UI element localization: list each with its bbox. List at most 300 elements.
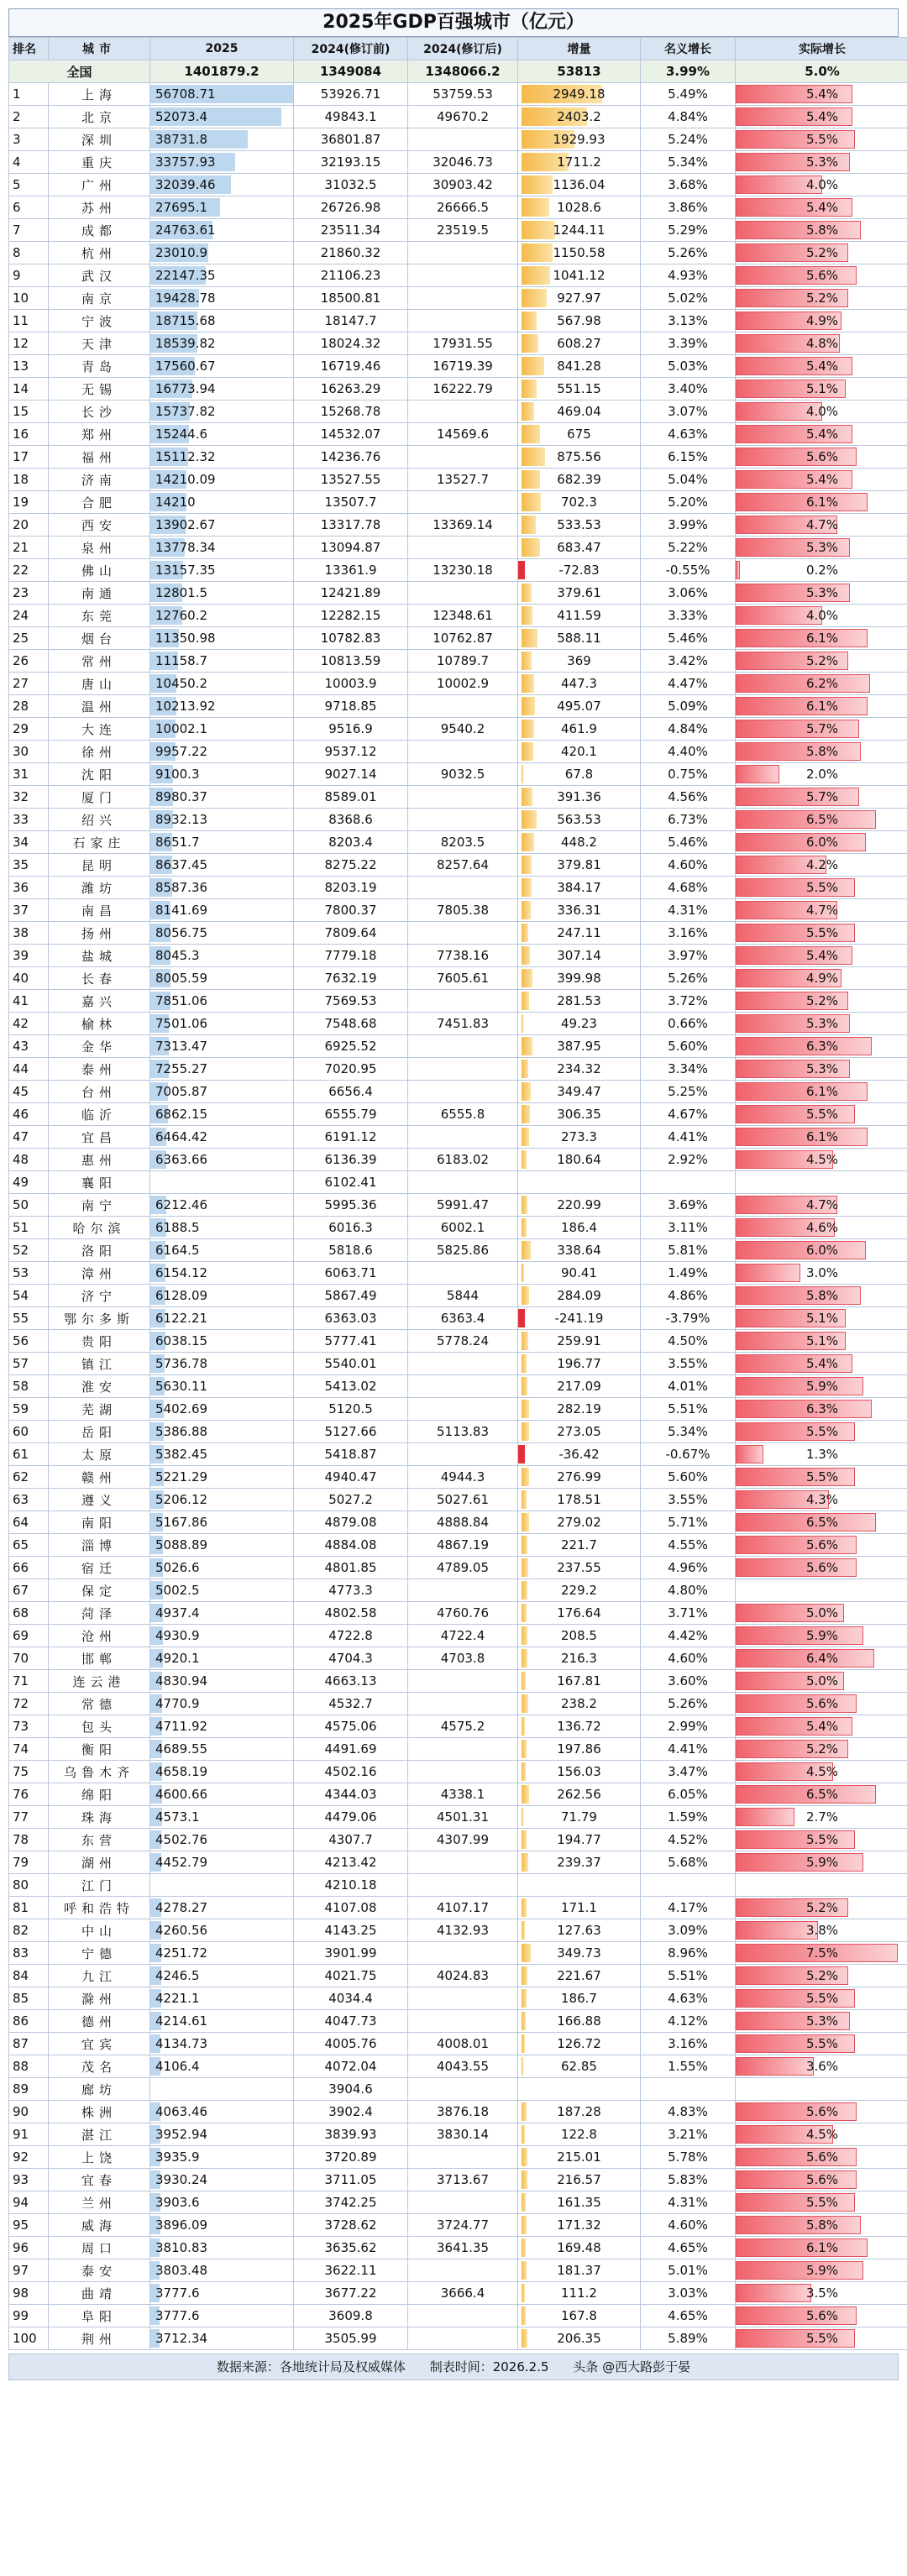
cell-v24a-text: 7548.68: [324, 1016, 377, 1031]
cell-nom: [641, 1489, 736, 1511]
cell-v24a: [294, 491, 408, 514]
cell-rank-text: 62: [13, 1469, 29, 1484]
cell-real-text: 5.3%: [805, 2013, 839, 2029]
cell-inc-text: 276.99: [557, 1469, 601, 1484]
cell-nom: [641, 1217, 736, 1239]
cell-nom-text: 5.25%: [668, 1084, 708, 1099]
cell-v24b: [408, 831, 518, 854]
cell-city-text: 郑州: [81, 427, 117, 442]
cell-city-text: 芜湖: [81, 1401, 117, 1417]
cell-real: [736, 401, 907, 423]
table-row: [9, 1761, 907, 1783]
cell-v24a-text: 13527.55: [320, 472, 381, 487]
cell-rank-text: 61: [13, 1447, 29, 1462]
cell-city-text: 江门: [81, 1877, 117, 1893]
cell-inc-text: 533.53: [557, 517, 601, 532]
cell-nom-text: 5.26%: [668, 971, 708, 986]
cell-v24a: [294, 1534, 408, 1557]
cell-real: [736, 1443, 907, 1466]
cell-real-text: 6.2%: [805, 676, 839, 691]
cell-inc-text: 1041.12: [553, 268, 606, 283]
cell-v24a-text: 3839.93: [324, 2127, 377, 2142]
cell-rank: [9, 1421, 49, 1443]
cell-v2025: [150, 582, 294, 605]
cell-inc: [518, 196, 641, 219]
cell-inc-text: 875.56: [557, 449, 601, 464]
table-row: [9, 2169, 907, 2191]
cell-real-text: 5.6%: [805, 1696, 839, 1711]
cell-city: [49, 1919, 150, 1942]
cell-v24b: [408, 1511, 518, 1534]
cell-rank: [9, 582, 49, 605]
cell-nom: [641, 2237, 736, 2259]
table-row: [9, 128, 907, 151]
cell-v24a-text: 36801.87: [320, 132, 381, 147]
cell-inc-text: 217.09: [557, 1379, 601, 1394]
cell-real-text: 5.5%: [805, 1424, 839, 1439]
cell-city-text: 威海: [81, 2217, 117, 2233]
cell-v2025: [150, 1081, 294, 1103]
cell-nom-text: 4.12%: [668, 2013, 708, 2029]
cell-inc-text: 675: [567, 427, 591, 442]
cell-nom-text: 4.84%: [668, 109, 708, 124]
cell-rank: [9, 2146, 49, 2169]
cell-inc-text: 336.31: [557, 903, 601, 918]
cell-inc: [518, 2305, 641, 2327]
cell-nom: [641, 1013, 736, 1035]
table-row: [9, 967, 907, 990]
cell-nom-text: 0.75%: [668, 767, 708, 782]
cell-rank: [9, 1602, 49, 1625]
table-row: [9, 650, 907, 673]
cell-inc: [518, 2146, 641, 2169]
cell-nom: [641, 2101, 736, 2123]
table-row: [9, 718, 907, 741]
cell-city: [49, 1149, 150, 1171]
cell-nom: [641, 582, 736, 605]
cell-rank-text: 2: [13, 109, 21, 124]
cell-v24a-text: 3901.99: [324, 1945, 377, 1961]
cell-rank-text: 88: [13, 2059, 29, 2074]
cell-city: [49, 1987, 150, 2010]
cell-v24a: [294, 2214, 408, 2237]
cell-v24b-text: 4575.2: [440, 1719, 485, 1734]
cell-inc: [518, 83, 641, 106]
cell-inc: [518, 695, 641, 718]
cell-nom: [641, 1375, 736, 1398]
cell-v24a-text: 15268.78: [320, 404, 381, 419]
cell-v2025-text: 6212.46: [155, 1197, 208, 1212]
cell-nom-text: 3.47%: [668, 1764, 708, 1779]
cell-v24b-text: 7605.61: [436, 971, 490, 986]
cell-v24a: [294, 1625, 408, 1647]
cell-real-text: 4.7%: [805, 903, 839, 918]
cell-real-text: 2.0%: [805, 767, 839, 782]
cell-real-text: 4.5%: [805, 2127, 839, 2142]
cell-real-text: 5.7%: [805, 789, 839, 804]
cell-inc-text: 262.56: [557, 1787, 601, 1802]
cell-city-text: 包头: [81, 1719, 117, 1735]
cell-nom: [641, 650, 736, 673]
cell-v24b: [408, 1126, 518, 1149]
cell-city: [49, 1058, 150, 1081]
cell-inc: [518, 1149, 641, 1171]
cell-rank-text: 1: [13, 86, 21, 102]
cell-v24b: [408, 990, 518, 1013]
cell-v24b: [408, 310, 518, 332]
cell-v24b-text: 14569.6: [436, 427, 490, 442]
cell-v2025-text: 3896.09: [155, 2217, 208, 2233]
cell-city-text: 昆明: [81, 857, 117, 873]
cell-city-text: 滁州: [81, 1991, 117, 2007]
table-row: [9, 1285, 907, 1307]
cell-nom: [641, 196, 736, 219]
cell-v24b: [408, 650, 518, 673]
cell-v24a: [294, 922, 408, 945]
cell-rank-text: 50: [13, 1197, 29, 1212]
cell-real: [736, 650, 907, 673]
cell-nom: [641, 990, 736, 1013]
cell-v24b-text: 3666.4: [440, 2285, 485, 2301]
cell-v24a: [294, 1081, 408, 1103]
cell-v24a: [294, 1217, 408, 1239]
cell-v2025-text: 8005.59: [155, 971, 208, 986]
cell-v2025-text: 52073.4: [155, 109, 208, 124]
cell-v2025: [150, 1398, 294, 1421]
cell-v24a-text: 31032.5: [324, 177, 377, 192]
cell-city: [49, 1375, 150, 1398]
table-row: [9, 287, 907, 310]
cell-v2025: [150, 1307, 294, 1330]
cell-v24a: [294, 1851, 408, 1874]
cell-city: [49, 1103, 150, 1126]
cell-real-text: 6.5%: [805, 812, 839, 827]
cell-city: [49, 559, 150, 582]
cell-v24b-text: 3876.18: [436, 2104, 490, 2119]
cell-v2025: [150, 151, 294, 174]
table-row: [9, 1511, 907, 1534]
cell-v24a: [294, 2282, 408, 2305]
table-row: [9, 1942, 907, 1965]
cell-nom-text: 5.51%: [668, 1401, 708, 1416]
cell-nom-text: 1.49%: [668, 1265, 708, 1280]
cell-real-text: 5.2%: [805, 291, 839, 306]
header-row: [9, 38, 907, 60]
footer-watermark: 头条 @西大路彭于晏: [573, 2359, 691, 2374]
table-row: [9, 1987, 907, 2010]
cell-inc: [518, 2259, 641, 2282]
cell-city-text: 鄂尔多斯: [63, 1311, 134, 1327]
cell-nom-text: -3.79%: [665, 1311, 710, 1326]
cell-v2025: [150, 1829, 294, 1851]
cell-v24b: [408, 877, 518, 899]
cell-v24b: [408, 2169, 518, 2191]
cell-rank-text: 3: [13, 132, 21, 147]
cell-v2025-text: 10213.92: [155, 699, 216, 714]
table-row: [9, 2214, 907, 2237]
cell-nom: [641, 2214, 736, 2237]
cell-rank: [9, 423, 49, 446]
cell-inc-text: 215.01: [557, 2149, 601, 2165]
cell-v2025: [150, 83, 294, 106]
cell-city: [49, 2282, 150, 2305]
cell-v24a-text: 9516.9: [328, 721, 373, 736]
cell-v2025-text: 3777.6: [155, 2285, 200, 2301]
cell-v2025-text: 11350.98: [155, 631, 216, 646]
cell-v2025-text: 14210: [155, 495, 196, 510]
cell-v24a: [294, 605, 408, 627]
header-2024-after: 2024(修订后): [408, 38, 518, 60]
cell-inc: [518, 219, 641, 242]
cell-city: [49, 446, 150, 469]
cell-v24a-text: 5540.01: [324, 1356, 377, 1371]
cell-nom-text: 4.55%: [668, 1537, 708, 1552]
cell-inc-text: 284.09: [557, 1288, 601, 1303]
footer: [8, 2353, 899, 2380]
cell-real: [736, 1738, 907, 1761]
cell-v24b: [408, 1738, 518, 1761]
cell-real-text: 5.4%: [805, 1356, 839, 1371]
cell-real-text: 5.9%: [805, 1379, 839, 1394]
table-row: [9, 469, 907, 491]
cell-v2025-text: 5167.86: [155, 1515, 208, 1530]
cell-city: [49, 1534, 150, 1557]
cell-city: [49, 854, 150, 877]
cell-v2025: [150, 1103, 294, 1126]
cell-city: [49, 1874, 150, 1897]
cell-city-text: 深圳: [81, 132, 117, 148]
cell-rank: [9, 763, 49, 786]
cell-inc: [518, 1897, 641, 1919]
cell-rank-text: 67: [13, 1583, 29, 1598]
cell-rank-text: 100: [13, 2331, 37, 2346]
cell-city: [49, 1217, 150, 1239]
table-row: [9, 695, 907, 718]
cell-nom: [641, 2327, 736, 2350]
cell-nom: [641, 1987, 736, 2010]
cell-v24b: [408, 2191, 518, 2214]
cell-real: [736, 1013, 907, 1035]
cell-rank-text: 10: [13, 291, 29, 306]
total-real: 5.0%: [736, 60, 907, 83]
cell-v24a: [294, 1489, 408, 1511]
cell-v2025-text: 8651.7: [155, 835, 200, 850]
cell-rank-text: 45: [13, 1084, 29, 1099]
cell-v24b: [408, 1965, 518, 1987]
total-2024-before: 1349084: [294, 60, 408, 83]
cell-rank: [9, 242, 49, 264]
cell-v2025-text: 4106.4: [155, 2059, 200, 2074]
cell-v2025-text: 3712.34: [155, 2331, 208, 2346]
cell-rank-text: 69: [13, 1628, 29, 1643]
cell-rank: [9, 967, 49, 990]
cell-rank: [9, 1307, 49, 1330]
cell-v24b-text: 9032.5: [440, 767, 485, 782]
cell-v24a-text: 21106.23: [320, 268, 381, 283]
cell-v24b-text: 3830.14: [436, 2127, 490, 2142]
cell-nom-text: 3.21%: [668, 2127, 708, 2142]
cell-inc: [518, 1285, 641, 1307]
cell-rank: [9, 1715, 49, 1738]
cell-v2025-text: 6188.5: [155, 1220, 200, 1235]
cell-v2025: [150, 264, 294, 287]
cell-v2025: [150, 446, 294, 469]
cell-city-text: 绵阳: [81, 1787, 117, 1803]
cell-v2025: [150, 469, 294, 491]
cell-inc: [518, 1602, 641, 1625]
cell-real: [736, 83, 907, 106]
cell-real: [736, 1625, 907, 1647]
cell-real: [736, 718, 907, 741]
cell-v24b-text: 13369.14: [433, 517, 493, 532]
cell-nom: [641, 809, 736, 831]
cell-rank: [9, 1330, 49, 1353]
cell-v24a-text: 4307.7: [328, 1832, 373, 1847]
table-row: [9, 831, 907, 854]
cell-nom: [641, 491, 736, 514]
cell-real-text: 5.4%: [805, 472, 839, 487]
cell-v24a: [294, 174, 408, 196]
cell-inc-text: 216.57: [557, 2172, 601, 2187]
cell-rank-text: 13: [13, 359, 29, 374]
cell-inc: [518, 1874, 641, 1897]
cell-v2025: [150, 2123, 294, 2146]
cell-rank-text: 9: [13, 268, 21, 283]
cell-real: [736, 2327, 907, 2350]
cell-rank: [9, 2237, 49, 2259]
cell-inc-text: 369: [567, 653, 591, 668]
cell-inc: [518, 1375, 641, 1398]
cell-inc-text: 178.51: [557, 1492, 601, 1507]
cell-nom-text: 5.89%: [668, 2331, 708, 2346]
cell-nom-text: 6.05%: [668, 1787, 708, 1802]
cell-v2025: [150, 1715, 294, 1738]
total-2025: 1401879.2: [150, 60, 294, 83]
cell-inc-text: 495.07: [557, 699, 601, 714]
cell-nom-text: 5.81%: [668, 1243, 708, 1258]
cell-real-text: 5.3%: [805, 540, 839, 555]
cell-v24a: [294, 582, 408, 605]
table-row: [9, 514, 907, 537]
cell-v24a: [294, 1670, 408, 1693]
cell-real: [736, 1285, 907, 1307]
cell-city: [49, 1783, 150, 1806]
cell-rank-text: 29: [13, 721, 29, 736]
cell-rank: [9, 2191, 49, 2214]
cell-v2025: [150, 1670, 294, 1693]
cell-city-text: 沈阳: [81, 767, 117, 783]
cell-city-text: 大连: [81, 721, 117, 737]
cell-rank: [9, 559, 49, 582]
cell-rank-text: 46: [13, 1107, 29, 1122]
cell-v24a-text: 6016.3: [328, 1220, 373, 1235]
page-title: 2025年GDP百强城市（亿元）: [8, 8, 899, 37]
cell-inc-text: 683.47: [557, 540, 601, 555]
cell-city-text: 成都: [81, 223, 117, 238]
cell-inc-text: 62.85: [561, 2059, 597, 2074]
cell-rank-text: 27: [13, 676, 29, 691]
cell-v24a: [294, 2055, 408, 2078]
cell-rank-text: 37: [13, 903, 29, 918]
cell-real: [736, 2033, 907, 2055]
cell-v2025-text: 24763.61: [155, 223, 216, 238]
cell-real-text: 4.0%: [805, 404, 839, 419]
cell-city: [49, 378, 150, 401]
cell-v24a: [294, 514, 408, 537]
cell-real: [736, 2214, 907, 2237]
cell-v2025-text: 4452.79: [155, 1855, 208, 1870]
cell-v24a: [294, 2191, 408, 2214]
cell-v24b-text: 5825.86: [436, 1243, 490, 1258]
cell-nom: [641, 695, 736, 718]
cell-v24a-text: 4491.69: [324, 1741, 377, 1757]
table-row: [9, 741, 907, 763]
cell-real: [736, 2191, 907, 2214]
cell-nom-text: 4.31%: [668, 2195, 708, 2210]
cell-city: [49, 219, 150, 242]
cell-real: [736, 2123, 907, 2146]
cell-v24a-text: 7800.37: [324, 903, 377, 918]
cell-inc-text: 197.86: [557, 1741, 601, 1757]
cell-city-text: 连云港: [72, 1673, 126, 1689]
cell-nom: [641, 469, 736, 491]
cell-v24a: [294, 2327, 408, 2350]
cell-inc-text: 307.14: [557, 948, 601, 963]
cell-city: [49, 423, 150, 446]
cell-v2025-text: 12801.5: [155, 585, 208, 600]
cell-city: [49, 605, 150, 627]
cell-inc-text: 1028.6: [557, 200, 601, 215]
cell-nom: [641, 1103, 736, 1126]
cell-v24a-text: 3728.62: [324, 2217, 377, 2233]
cell-v24b: [408, 1897, 518, 1919]
cell-real-text: 5.4%: [805, 86, 839, 102]
table-row: [9, 310, 907, 332]
cell-inc-text: 176.64: [557, 1605, 601, 1620]
cell-city: [49, 673, 150, 695]
cell-v2025-text: 4937.4: [155, 1605, 200, 1620]
cell-nom-text: 2.92%: [668, 1152, 708, 1167]
cell-inc-text: 216.3: [561, 1651, 597, 1666]
cell-city: [49, 1489, 150, 1511]
cell-v24b: [408, 1602, 518, 1625]
cell-nom-text: 3.39%: [668, 336, 708, 351]
cell-v2025-text: 6128.09: [155, 1288, 208, 1303]
cell-real: [736, 1171, 907, 1194]
cell-v24b-text: 17931.55: [433, 336, 493, 351]
cell-real: [736, 2259, 907, 2282]
cell-inc: [518, 1693, 641, 1715]
cell-nom: [641, 1965, 736, 1987]
cell-rank-text: 80: [13, 1877, 29, 1893]
cell-v24b: [408, 1149, 518, 1171]
cell-v2025-text: 4689.55: [155, 1741, 208, 1757]
cell-rank: [9, 1897, 49, 1919]
cell-v24b: [408, 423, 518, 446]
cell-v24a: [294, 2305, 408, 2327]
cell-inc: [518, 673, 641, 695]
cell-city: [49, 1897, 150, 1919]
cell-rank-text: 48: [13, 1152, 29, 1167]
cell-city: [49, 1081, 150, 1103]
table-row: [9, 1307, 907, 1330]
cell-v24a: [294, 1806, 408, 1829]
cell-v24a: [294, 378, 408, 401]
total-2024-after: 1348066.2: [408, 60, 518, 83]
cell-city: [49, 967, 150, 990]
cell-inc: [518, 310, 641, 332]
cell-v24b-text: 8257.64: [436, 857, 490, 872]
